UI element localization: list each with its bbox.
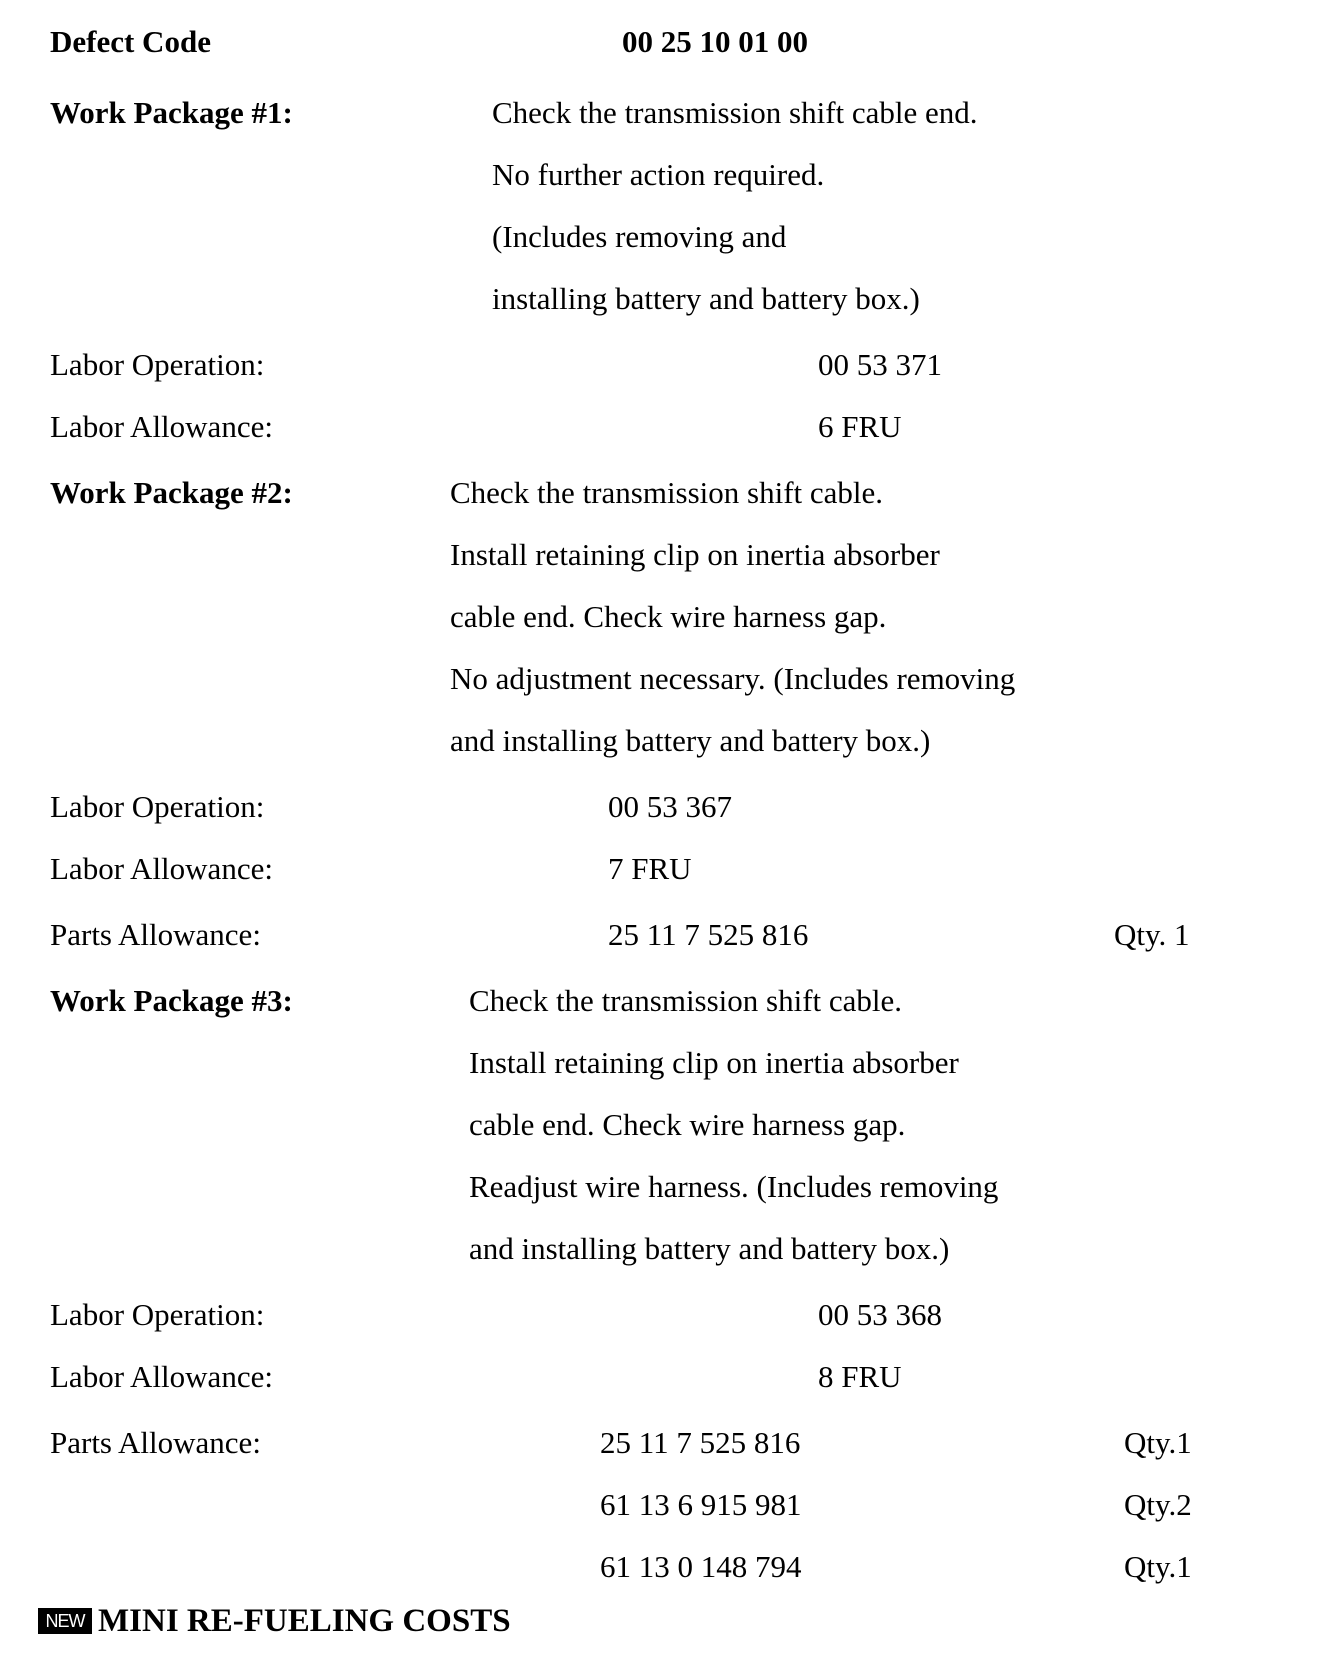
work-package-3-title: Work Package #3: [50, 983, 293, 1018]
wp1-labor-operation-label: Labor Operation: [50, 347, 265, 382]
work-package-2-line: Install retaining clip on inertia absorber [450, 537, 940, 572]
wp2-labor-allowance-label: Labor Allowance: [50, 851, 273, 886]
wp3-labor-allowance-label: Labor Allowance: [50, 1359, 273, 1394]
wp3-part-qty: Qty.1 [1124, 1425, 1192, 1460]
work-package-1-line: installing battery and battery box.) [492, 281, 920, 316]
wp2-labor-operation-value: 00 53 367 [608, 789, 732, 824]
wp3-part-number: 25 11 7 525 816 [600, 1425, 801, 1460]
wp1-labor-allowance-value: 6 FRU [818, 409, 902, 444]
work-package-1-title: Work Package #1: [50, 95, 293, 130]
work-package-2-line: cable end. Check wire harness gap. [450, 599, 887, 634]
wp2-parts-allowance-label: Parts Allowance: [50, 917, 261, 952]
wp3-part-qty: Qty.2 [1124, 1487, 1192, 1522]
work-package-1-line: (Includes removing and [492, 219, 787, 254]
new-badge-icon: NEW [38, 1608, 92, 1634]
work-package-2-line: and installing battery and battery box.) [450, 723, 931, 758]
wp1-labor-operation-value: 00 53 371 [818, 347, 942, 382]
work-package-3-line: Readjust wire harness. (Includes removing [469, 1169, 999, 1204]
wp3-labor-allowance-value: 8 FRU [818, 1359, 902, 1394]
work-package-1-line: Check the transmission shift cable end. [492, 95, 978, 130]
wp2-part-number: 25 11 7 525 816 [608, 917, 809, 952]
section-heading: MINI RE-FUELING COSTS [98, 1603, 511, 1639]
defect-code-value: 00 25 10 01 00 [622, 24, 808, 59]
work-package-2-title: Work Package #2: [50, 475, 293, 510]
defect-code-label: Defect Code [50, 24, 211, 59]
work-package-3-line: Check the transmission shift cable. [469, 983, 903, 1018]
work-package-3-line: cable end. Check wire harness gap. [469, 1107, 906, 1142]
work-package-2-line: No adjustment necessary. (Includes removing [450, 661, 1016, 696]
wp3-labor-operation-label: Labor Operation: [50, 1297, 265, 1332]
wp2-labor-operation-label: Labor Operation: [50, 789, 265, 824]
wp2-part-qty: Qty. 1 [1114, 917, 1190, 952]
work-package-1-line: No further action required. [492, 157, 825, 192]
wp3-labor-operation-value: 00 53 368 [818, 1297, 942, 1332]
wp2-labor-allowance-value: 7 FRU [608, 851, 692, 886]
wp3-part-number: 61 13 0 148 794 [600, 1549, 802, 1584]
work-package-3-line: Install retaining clip on inertia absorber [469, 1045, 959, 1080]
wp3-part-qty: Qty.1 [1124, 1549, 1192, 1584]
wp3-parts-allowance-label: Parts Allowance: [50, 1425, 261, 1460]
work-package-3-line: and installing battery and battery box.) [469, 1231, 950, 1266]
wp1-labor-allowance-label: Labor Allowance: [50, 409, 273, 444]
work-package-2-line: Check the transmission shift cable. [450, 475, 884, 510]
wp3-part-number: 61 13 6 915 981 [600, 1487, 802, 1522]
